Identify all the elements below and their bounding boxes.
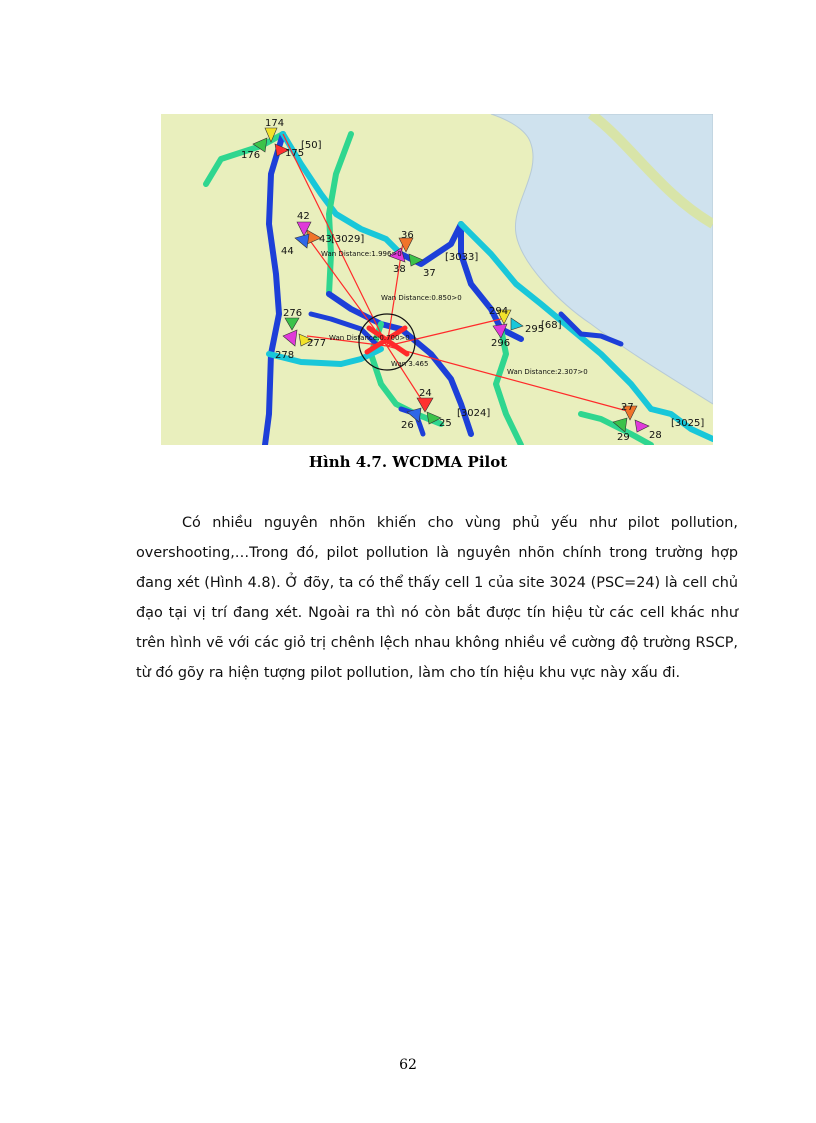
cell-label: 24 [419,388,432,399]
site-label: [68] [541,320,562,331]
cell-label: 36 [401,230,414,241]
cell-label: 295 [525,324,545,335]
cell-label: 26 [401,420,414,431]
cell-label: 28 [649,430,662,441]
cell-label: 278 [275,350,295,361]
site-label: [3033] [445,252,479,263]
sector-icon [295,234,309,248]
site-label: [3024] [457,408,491,419]
route-segment [265,134,283,445]
cell-label: 277 [307,338,327,349]
river [491,114,713,404]
sector-icon [285,318,299,330]
cell-label: 38 [393,264,406,275]
distance-label: Wan 3.465 [391,360,429,368]
distance-label: Wan Distance:2.307>0 [507,368,588,376]
distance-label: Wan Distance:0.700>0 [329,334,410,342]
figure-caption: Hình 4.7. WCDMA Pilot [308,453,508,471]
cell-label: 175 [285,148,305,159]
body-paragraph: Có nhiều nguyên nhõn khiến cho vùng phủ yếu như pilot pollution, overshooting,…Trong đó, pilot pollution là nguyên nhõn chính trong trường hợp đang xét (Hình 4.8). Ở đõy, ta có thể thấy cell 1 của site 3024 (PSC=24) là cell chủ đạo tại vị trí đang xét. Ngoài ra thì nó còn bắt được tín hiệu từ các cell khác như trên hình vẽ với các giỏ trị chênh lệch nhau không nhiều về cường độ trường RSCP, từ đó gõy ra hiện tượng pilot pollution, làm cho tín hiệu khu vực này xấu đi. [136,515,738,681]
wcdma-pilot-map [161,114,713,445]
cell-label: 296 [491,338,511,349]
distance-label: Wan Distance:1.996>0 [321,250,402,258]
cell-label: 25 [439,418,452,429]
site-label: [3029] [331,234,365,245]
sector-icon [283,330,297,346]
cell-label: 174 [265,118,285,129]
cell-label: 29 [617,432,630,443]
sector-icon [635,420,649,432]
cell-label: 42 [297,211,310,222]
map-canvas [161,114,713,445]
page-number: 62 [399,1057,417,1073]
cell-label: 176 [241,150,261,161]
cell-label: 276 [283,308,303,319]
distance-label: Wan Distance:0.850>0 [381,294,462,302]
site-label: [3025] [671,418,705,429]
cell-label: 294 [489,306,509,317]
cell-label: 43 [319,234,332,245]
cell-label: 27 [621,402,634,413]
cell-label: 44 [281,246,294,257]
site-label: [50] [301,140,322,151]
sector-icon [511,318,523,330]
cell-label: 37 [423,268,436,279]
